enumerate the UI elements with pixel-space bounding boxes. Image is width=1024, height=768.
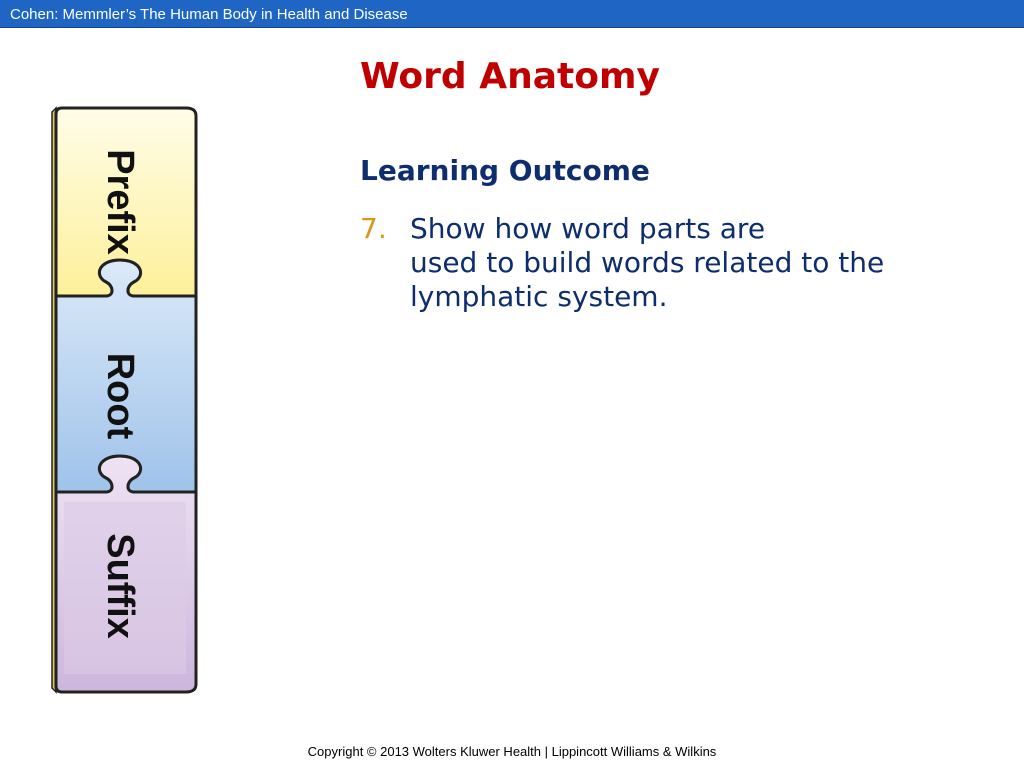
copyright-footer: Copyright © 2013 Wolters Kluwer Health | Lippincott Williams & Wilkins bbox=[307, 744, 717, 759]
outcome-text-line-2: used to build words related to the bbox=[410, 246, 885, 279]
outcome-text-line-1: Show how word parts are bbox=[410, 212, 766, 245]
puzzle-label-prefix: Prefix bbox=[99, 149, 141, 255]
book-title: Cohen: Memmler’s The Human Body in Health and Disease bbox=[10, 6, 408, 23]
outcome-text bbox=[410, 212, 970, 314]
section-heading: Learning Outcome bbox=[360, 154, 650, 187]
outcome-number: 7. bbox=[360, 212, 387, 245]
puzzle-svg bbox=[44, 100, 204, 700]
word-parts-puzzle-graphic bbox=[44, 100, 204, 700]
outcome-text-line-3: lymphatic system. bbox=[410, 280, 668, 313]
puzzle-label-root: Root bbox=[99, 352, 141, 440]
puzzle-label-suffix: Suffix bbox=[99, 533, 141, 639]
header-bar bbox=[0, 0, 1024, 28]
slide-title: Word Anatomy bbox=[360, 56, 660, 97]
